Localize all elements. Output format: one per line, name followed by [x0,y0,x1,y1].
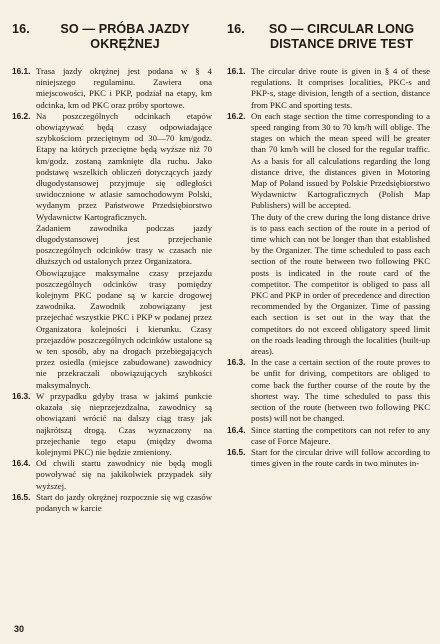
paragraph-text: Trasa jazdy okrężnej jest podana w § 4 niniejszego regulaminu. Zawiera ona miejscowości, PKC i PKP, podział na etapy, km odcinka, km od PKC oraz próby sportowe. [36,66,212,110]
sub-paragraph: Zadaniem zawodnika podczas jazdy długodystansowej jest przejechanie poszczególnych odcinków trasy w czasach nie dłuższych od ustalonych przez Organizatora. [36,222,212,267]
paragraph-text: Since starting the competitors can not refer to any case of Force Majeure. [251,424,430,446]
paragraph-number: 16.4. [227,424,246,435]
page-number: 30 [14,624,25,634]
paragraph-text: Na poszczególnych odcinkach etapów obowiązywać będą czasy odpowiadające szybkościom przeciętnym od 30—70 km/godz. Etapy na których przeciętne będą wyższe niż 70 km/godz. zostaną zamknięte dla ruchu. Jako podstawę wszelkich obliczeń dotyczących jazdy długodystansowej przyjmuje się odległości uwidocznione w atlasie samochodowym Polski, wydanym przez Państwowe Przedsiębiorstwo Wydawnictw Kartograficznych. [36,110,212,222]
paragraph [12,111,212,223]
sub-paragraph: The duty of the crew during the long distance drive is to pass each section of the route in a period of time which can not be longer than that established by the Organizer. The time scheduled to pass each section of the route between two following PKC posts is indicated in the route card of the competitor. The competitor is obliged to pass all PKC and PKP in order of precedence and direction recommended by the Organizer. Time of passing each section is set out in the way that the competitors do not exceed obligatory speed limit on the roads leading through the localities (built-up areas). [251,211,430,357]
paragraph-text: In the case a certain section of the route proves to be unfit for driving, competitors are obliged to come back the further course of the route by the shortest way. The time scheduled to pass this section of the route (between two following PKC posts) will not be changed. [251,357,430,424]
paragraph [12,391,212,458]
paragraph-number: 16.3. [227,357,246,368]
paragraph-number: 16.1. [227,66,246,76]
sub-paragraph: Obowiązujące maksymalne czasy przejazdu poszczególnych odcinków trasy pomiędzy kolejnym PKC podane są w karcie drogowej zawodnika. Zawodnik zobowiązany jest przejechać wszystkie PKC i PKP w podanej przez Organizatora kolejności i kierunku. Czasy przejazdów poszczególnych odcinków ustalone są w ten sposób, aby na drogach przebiegających przez osiedla (miejsce zabudowane) zawodnicy nie przekraczali obowiązujących szybkości maksymalnych. [36,267,212,390]
polish-column [12,22,212,514]
paragraph-text: Start do jazdy okrężnej rozpocznie się wg czasów podanych w karcie [36,491,212,513]
paragraph [12,458,212,492]
section-title: SO — PRÓBA JAZDY OKRĘŻNEJ [60,22,190,51]
paragraph-number: 16.2. [227,110,246,121]
english-column [227,22,430,469]
section-number: 16. [227,22,245,36]
section-heading-english [227,22,430,52]
paragraph-text: Od chwili startu zawodnicy nie będą mogli powoływać się na jakikolwiek przypadek siły wyższej. [36,458,212,491]
paragraph [12,66,212,111]
paragraph [227,447,430,469]
paragraph [227,66,430,111]
paragraph-number: 16.1. [12,66,31,76]
paragraph-number: 16.5. [227,446,246,457]
paragraph [227,425,430,447]
paragraph-text: W przypadku gdyby trasa w jakimś punkcie okazała się nieprzejezdzalna, zawodnicy są obowiązani wrócić na dalszy ciąg trasy jak najkrótszą drogą. Czas wyznaczony na przejechanie tego etapu (między dwoma kolejnymi PKC) nie będzie zmieniony. [36,390,212,457]
section-title: SO — CIRCULAR LONG DISTANCE DRIVE TEST [268,22,415,51]
paragraph-number: 16.2. [12,110,31,121]
paragraph-number: 16.5. [12,491,31,502]
paragraph [12,492,212,514]
paragraph-number: 16.4. [12,458,31,469]
paragraph [227,111,430,212]
section-number: 16. [12,22,30,36]
section-heading-polish [12,22,212,52]
paragraph-text: On each stage section the time corresponding to a speed ranging from 30 to 70 km/h will oblige. The stages on which the mean speed will be greater than 70 km/h will be closed for the regular traffic. As a basis for all calculations regarding the long distance drive, the distances given in Motoring Map of Poland issued by Polskie Przedsiębiorstwo Wydawnictw Kartograficznych (Polish Map Publishers) will be accepted. [251,110,430,211]
paragraph-text: The circular drive route is given in § 4 of these regulations. It comprises localities, PKC-s and PKP-s, stage division, length of a section, distance from PKC and sporting tests. [251,66,430,110]
paragraph-number: 16.3. [12,390,31,401]
paragraph [227,357,430,424]
paragraph-text: Start for the circular drive will follow according to times given in the route cards in two minutes in- [251,446,430,469]
